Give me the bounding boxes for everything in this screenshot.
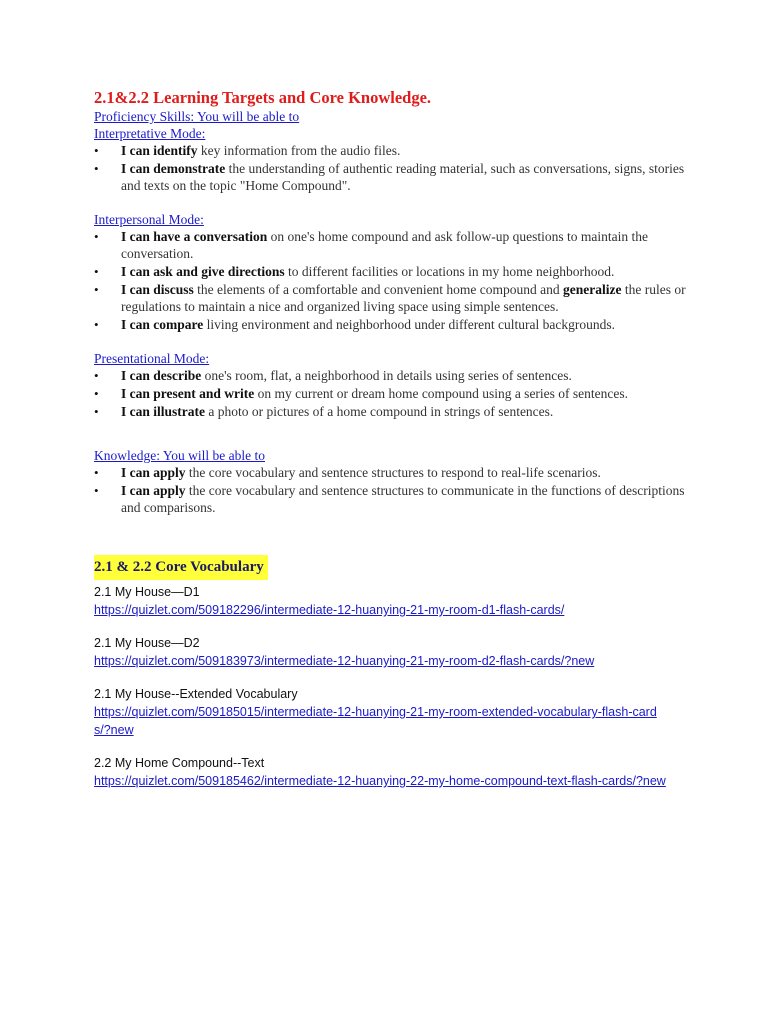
vocab-item-link[interactable]: https://quizlet.com/509185462/intermediate-12-huanying-22-my-home-compound-text-flash-cards/?new [94, 774, 666, 788]
vocab-item-link[interactable]: https://quizlet.com/509183973/intermediate-12-huanying-21-my-room-d2-flash-cards/?new [94, 654, 595, 668]
vocab-item-title: 2.1 My House--Extended Vocabulary [94, 687, 298, 701]
interpretative-heading: Interpretative Mode: [94, 126, 206, 141]
list-item: • I can ask and give directions to different facilities or locations in my home neighborhood. [94, 263, 694, 280]
list-item: • I can have a conversation on one's home compound and ask follow-up questions to maintain the conversation. [94, 228, 694, 262]
page-title: 2.1&2.2 Learning Targets and Core Knowledge. [94, 88, 432, 107]
document-page [94, 88, 694, 806]
interpretative-list [94, 142, 694, 194]
list-item: • I can discuss the elements of a comfortable and convenient home compound and generalize the rules or regulations to maintain a nice and organized living space using simple sentences. [94, 281, 694, 315]
vocab-item [94, 686, 694, 739]
list-item: • I can describe one's room, flat, a neighborhood in details using series of sentences. [94, 367, 694, 384]
vocab-item [94, 635, 694, 670]
list-item: • I can compare living environment and neighborhood under different cultural backgrounds. [94, 316, 694, 333]
vocab-item-title: 2.1 My House—D1 [94, 585, 200, 599]
knowledge-heading: Knowledge: You will be able to [94, 448, 265, 463]
presentational-heading: Presentational Mode: [94, 351, 210, 366]
vocab-heading: 2.1 & 2.2 Core Vocabulary [94, 555, 268, 580]
list-item: • I can identify key information from the audio files. [94, 142, 694, 159]
knowledge-list [94, 464, 694, 516]
list-item: • I can illustrate a photo or pictures of a home compound in strings of sentences. [94, 403, 694, 420]
vocab-item [94, 755, 694, 790]
list-item: • I can demonstrate the understanding of authentic reading material, such as conversations, signs, stories and texts on the topic "Home Compound". [94, 160, 694, 194]
proficiency-heading: Proficiency Skills: You will be able to [94, 109, 300, 124]
presentational-list [94, 367, 694, 420]
list-item: • I can present and write on my current or dream home compound using a series of sentences. [94, 385, 694, 402]
list-item: • I can apply the core vocabulary and sentence structures to communicate in the functions of descriptions and comparisons. [94, 482, 694, 516]
list-item: • I can apply the core vocabulary and sentence structures to respond to real-life scenarios. [94, 464, 694, 481]
interpersonal-heading: Interpersonal Mode: [94, 212, 204, 227]
vocab-item-title: 2.2 My Home Compound--Text [94, 756, 265, 770]
interpersonal-list [94, 228, 694, 333]
vocab-item-link[interactable]: https://quizlet.com/509185015/intermediate-12-huanying-21-my-room-extended-vocabulary-flash-cards/?new [94, 705, 657, 737]
vocab-item-title: 2.1 My House—D2 [94, 636, 200, 650]
vocab-item-link[interactable]: https://quizlet.com/509182296/intermediate-12-huanying-21-my-room-d1-flash-cards/ [94, 603, 565, 617]
vocab-item [94, 584, 694, 619]
